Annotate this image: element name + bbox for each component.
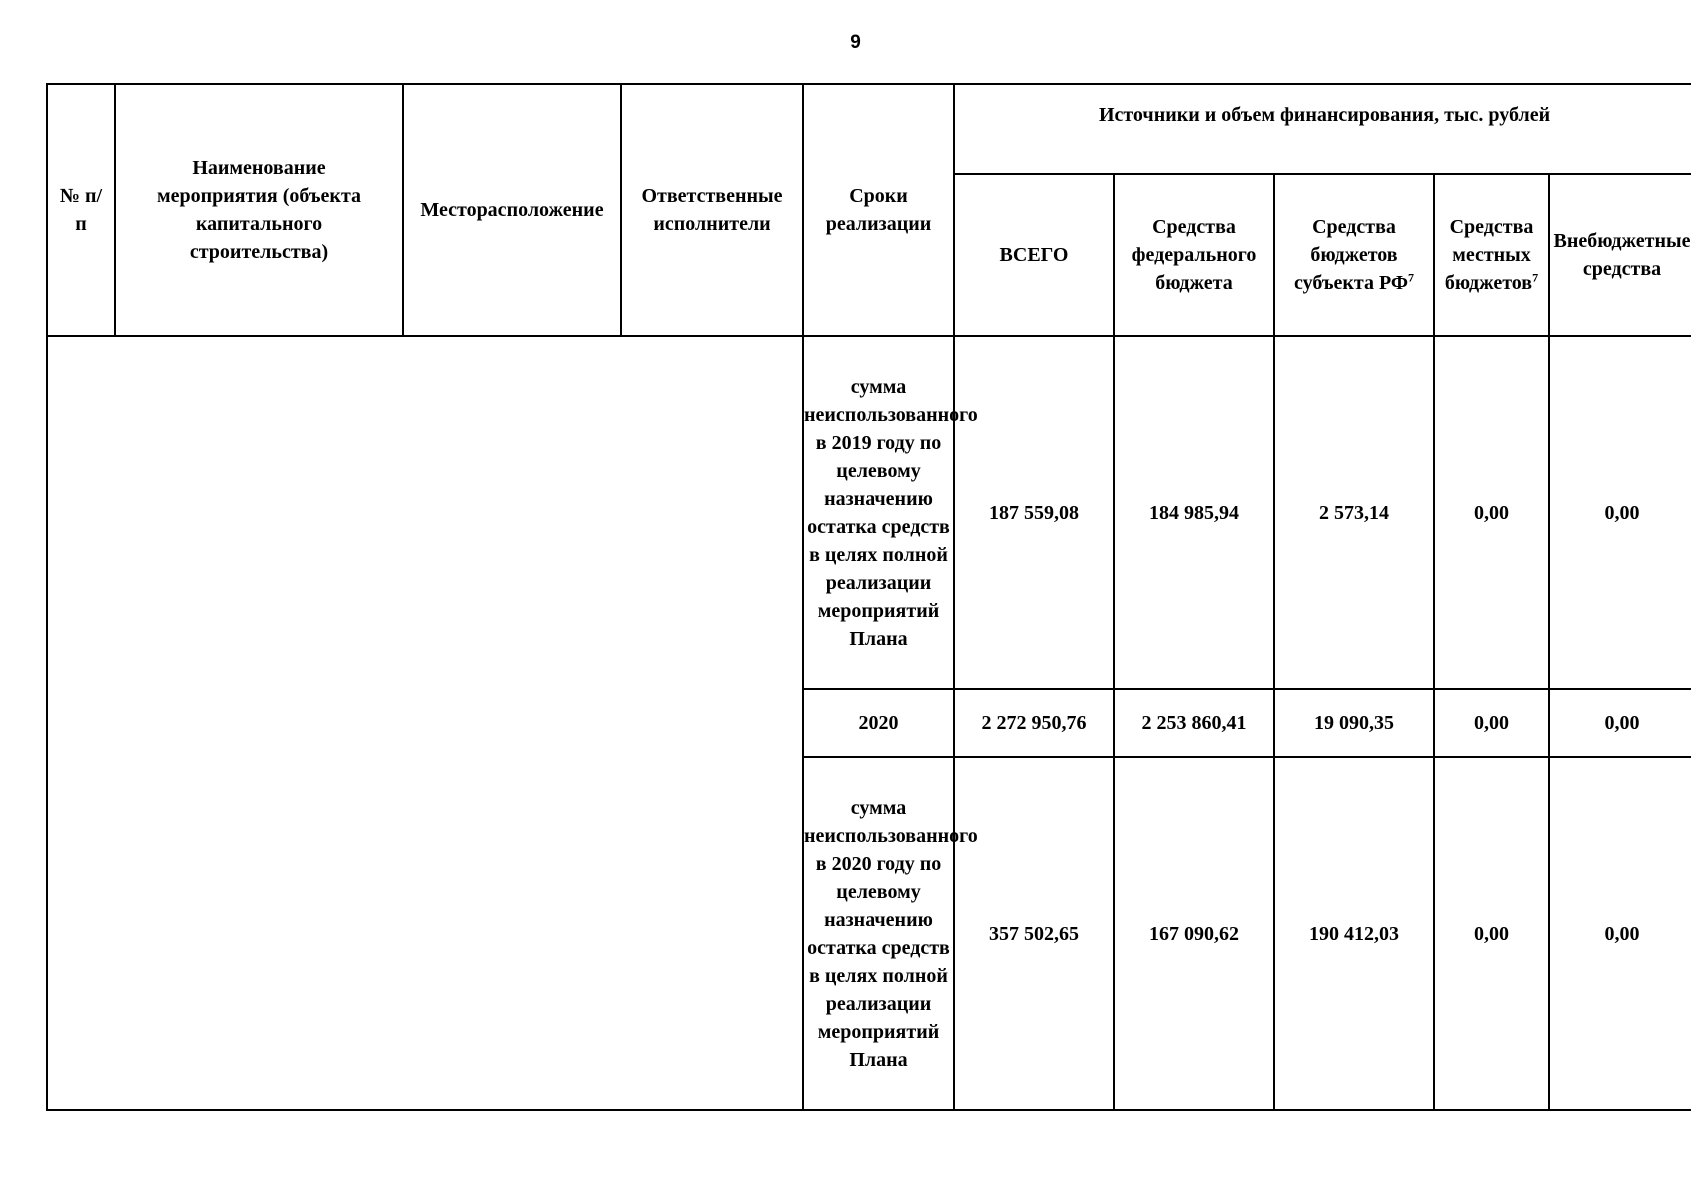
federal-cell: 184 985,94: [1114, 336, 1274, 689]
regional-cell: 19 090,35: [1274, 689, 1434, 757]
regional-cell: 190 412,03: [1274, 757, 1434, 1110]
total-cell: 2 272 950,76: [954, 689, 1114, 757]
merged-blank-cell: [47, 336, 803, 1110]
extra-cell: 0,00: [1549, 757, 1691, 1110]
page-number: 9: [850, 32, 861, 53]
regional-cell: 2 573,14: [1274, 336, 1434, 689]
header-regional-label: Средства бюджетов субъекта РФ: [1293, 216, 1409, 294]
extra-cell: 0,00: [1549, 689, 1691, 757]
financing-table: [46, 83, 1691, 1111]
header-name: Наименование мероприятия (объекта капитального строительства): [115, 84, 403, 336]
total-cell: 187 559,08: [954, 336, 1114, 689]
header-num: № п/п: [47, 84, 115, 336]
table-row: [47, 336, 1691, 689]
header-terms: Сроки реализации: [803, 84, 954, 336]
federal-cell: 167 090,62: [1114, 757, 1274, 1110]
header-local: [1434, 174, 1549, 336]
header-funding-group: Источники и объем финансирования, тыс. рублей: [954, 84, 1691, 174]
term-cell: 2020: [803, 689, 954, 757]
local-cell: 0,00: [1434, 757, 1549, 1110]
header-federal: Средства федерального бюджета: [1114, 174, 1274, 336]
header-location: Месторасположение: [403, 84, 621, 336]
local-cell: 0,00: [1434, 689, 1549, 757]
header-local-footnote: 7: [1532, 270, 1539, 285]
header-row: [47, 84, 1691, 174]
header-local-label: Средства местных бюджетов: [1444, 216, 1534, 294]
federal-cell: 2 253 860,41: [1114, 689, 1274, 757]
header-total: ВСЕГО: [954, 174, 1114, 336]
header-regional-footnote: 7: [1408, 270, 1415, 285]
header-extra: Внебюджетные средства: [1549, 174, 1691, 336]
local-cell: 0,00: [1434, 336, 1549, 689]
header-responsible: Ответственные исполнители: [621, 84, 803, 336]
term-cell: сумма неиспользованного в 2019 году по целевому назначению остатка средств в целях полной реализации мероприятий Плана: [803, 336, 954, 689]
total-cell: 357 502,65: [954, 757, 1114, 1110]
extra-cell: 0,00: [1549, 336, 1691, 689]
term-cell: сумма неиспользованного в 2020 году по целевому назначению остатка средств в целях полной реализации мероприятий Плана: [803, 757, 954, 1110]
header-regional: [1274, 174, 1434, 336]
